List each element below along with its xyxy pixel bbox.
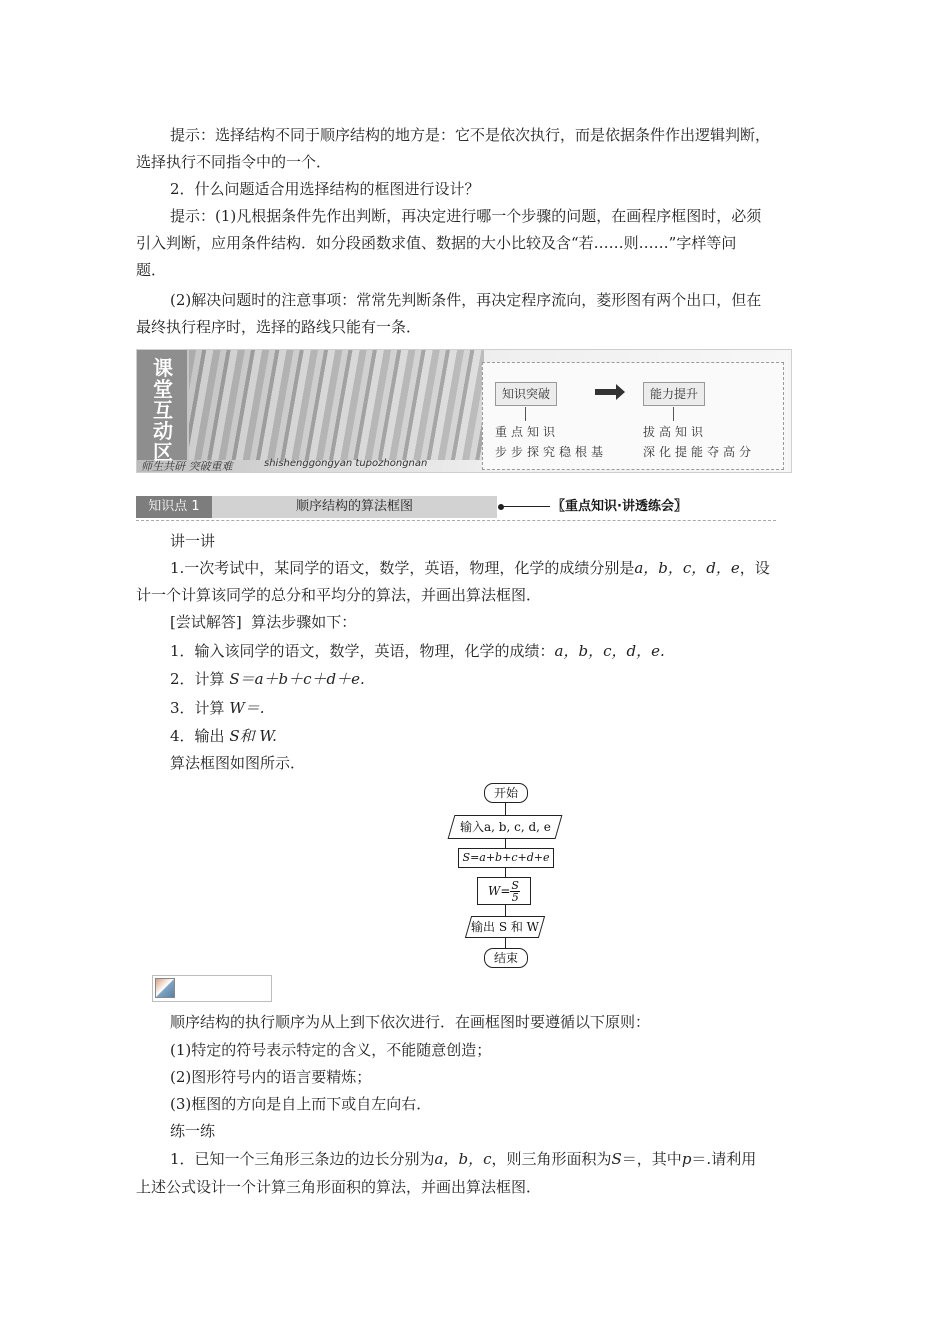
tag-ability-improvement: 能力提升 <box>643 382 705 406</box>
flow-arrow-line <box>505 838 506 848</box>
practice-line-1 <box>170 1149 756 1169</box>
hint1-line-1: 提示：(1)凡根据条件先作出判断，再决定进行哪一个步骤的问题，在画程序框图时，必须 <box>170 207 762 225</box>
practice-p: p <box>681 1150 692 1168</box>
practice-heading: 练一练 <box>170 1122 216 1140</box>
figure-note: 算法框图如图所示． <box>170 754 306 772</box>
side-char: 互 <box>153 398 173 422</box>
tag-knowledge-breakthrough: 知识突破 <box>495 382 557 406</box>
step-1-text: 1．输入该同学的语文，数学，英语，物理，化学的成绩： <box>170 642 555 660</box>
problem-line-2: 计一个计算该同学的总分和平均分的算法，并画出算法框图． <box>136 586 542 604</box>
step-4-text: 4．输出 <box>170 727 230 745</box>
summary-line-4: (3)框图的方向是自上而下或自左向右． <box>170 1095 432 1113</box>
left-line-1: 重点知识 <box>495 425 560 439</box>
flow-arrow-line <box>505 803 506 815</box>
connector-line <box>673 407 674 421</box>
flowchart-end: 结束 <box>484 948 528 968</box>
flowchart-process-sum: S=a+b+c+d+e <box>458 848 554 868</box>
hint-line-1: 提示：选择结构不同于顺序结构的地方是：它不是依次执行，而是依据条件作出逻辑判断， <box>170 126 771 144</box>
step-4-expr: S和 W. <box>229 727 277 745</box>
side-char: 区 <box>153 440 173 464</box>
knowledge-point-title: 顺序结构的算法框图 <box>295 499 413 514</box>
fraction-denominator: 5 <box>511 891 519 904</box>
side-char: 动 <box>153 419 173 443</box>
summary-line-2: (1)特定的符号表示特定的含义，不能随意创造； <box>170 1041 492 1059</box>
flow-arrow-line <box>505 937 506 948</box>
side-char: 课 <box>153 356 173 380</box>
flow-arrow-line <box>505 904 506 916</box>
flowchart-output <box>465 916 545 938</box>
step-2 <box>170 669 365 689</box>
bullet-dot-icon <box>498 504 504 510</box>
average-lhs: W= <box>488 884 511 898</box>
fraction-numerator: S <box>511 879 519 892</box>
connector-line <box>525 407 526 421</box>
right-line-2: 深化提能夺高分 <box>643 445 756 459</box>
side-char: 堂 <box>153 377 173 401</box>
step-1 <box>170 641 665 661</box>
answer-head: 算法步骤如下： <box>251 613 357 631</box>
left-line-2: 步步探究稳根基 <box>495 445 608 459</box>
flowchart-input-text: 输入a, b, c, d, e <box>459 820 551 834</box>
question-2: 2．什么问题适合用选择结构的框图进行设计？ <box>170 180 480 198</box>
practice-text-d: ＝.请利用 <box>691 1150 757 1168</box>
flowchart-process-average <box>477 877 531 905</box>
step-3-text: 3．计算 <box>170 699 230 717</box>
right-line-1: 拔高知识 <box>643 425 708 439</box>
step-3 <box>170 698 265 718</box>
answer-heading <box>170 612 356 632</box>
banner-info-box <box>482 362 784 470</box>
hint2-line-1: (2)解决问题时的注意事项：常常先判断条件，再决定程序流向，菱形图有两个出口，但在 <box>170 291 762 309</box>
lecture-heading: 讲一讲 <box>170 532 216 550</box>
fraction <box>510 880 520 903</box>
answer-tag: [尝试解答] <box>170 613 242 631</box>
note-box <box>152 975 272 1002</box>
hint-line-2: 选择执行不同指令中的一个． <box>136 153 332 171</box>
practice-text-c: ＝，其中 <box>621 1150 682 1168</box>
step-2-expr: S＝a＋b＋c＋d＋e. <box>229 670 365 688</box>
summary-line-3: (2)图形符号内的语言要精炼； <box>170 1068 372 1086</box>
step-2-text: 2．计算 <box>170 670 230 688</box>
step-1-vars: a，b，c，d，e. <box>554 642 665 660</box>
practice-line-2: 上述公式设计一个计算三角形面积的算法，并画出算法框图． <box>136 1178 542 1196</box>
classroom-photo <box>189 350 484 460</box>
banner-pinyin: shishenggongyan tupozhongnan <box>264 458 428 469</box>
knowledge-point-label: 知识点 1 <box>136 496 212 518</box>
classroom-banner <box>136 349 792 473</box>
practice-S: S <box>611 1150 622 1168</box>
problem-text: 1.一次考试中，某同学的语文，数学，英语，物理，化学的成绩分别是 <box>170 559 635 577</box>
divider <box>136 520 776 521</box>
step-4 <box>170 726 277 746</box>
flowchart-start: 开始 <box>484 783 528 803</box>
banner-side-title <box>137 350 187 464</box>
connector-line <box>504 506 550 507</box>
summary-line-1: 顺序结构的执行顺序为从上到下依次进行．在画框图时要遵循以下原则： <box>170 1013 651 1031</box>
pencil-note-icon <box>155 978 175 998</box>
flowchart-output-text: 输出 S 和 W <box>471 920 539 934</box>
step-3-expr: W＝. <box>229 699 265 717</box>
problem-line-1 <box>170 558 770 578</box>
knowledge-point-bar <box>136 496 776 521</box>
problem-text-end: ，设 <box>739 559 770 577</box>
hint2-line-2: 最终执行程序时，选择的路线只能有一条． <box>136 318 422 336</box>
practice-vars: a，b，c <box>434 1150 492 1168</box>
problem-vars: a，b，c，d，e <box>634 559 740 577</box>
hint1-line-2: 引入判断，应用条件结构．如分段函数求值、数据的大小比较及含“若……则……”字样等问 <box>136 234 737 252</box>
flowchart-input <box>448 815 563 839</box>
knowledge-point-slogan: 〖重点知识·讲透练会〗 <box>552 499 687 514</box>
right-arrow-icon <box>595 389 617 395</box>
practice-text-a: 1．已知一个三角形三条边的边长分别为 <box>170 1150 435 1168</box>
flow-arrow-line <box>505 867 506 877</box>
practice-text-b: ，则三角形面积为 <box>491 1150 612 1168</box>
hint1-line-3: 题． <box>136 261 167 279</box>
banner-subtitle: 师生共研 突破重难 <box>141 460 233 473</box>
